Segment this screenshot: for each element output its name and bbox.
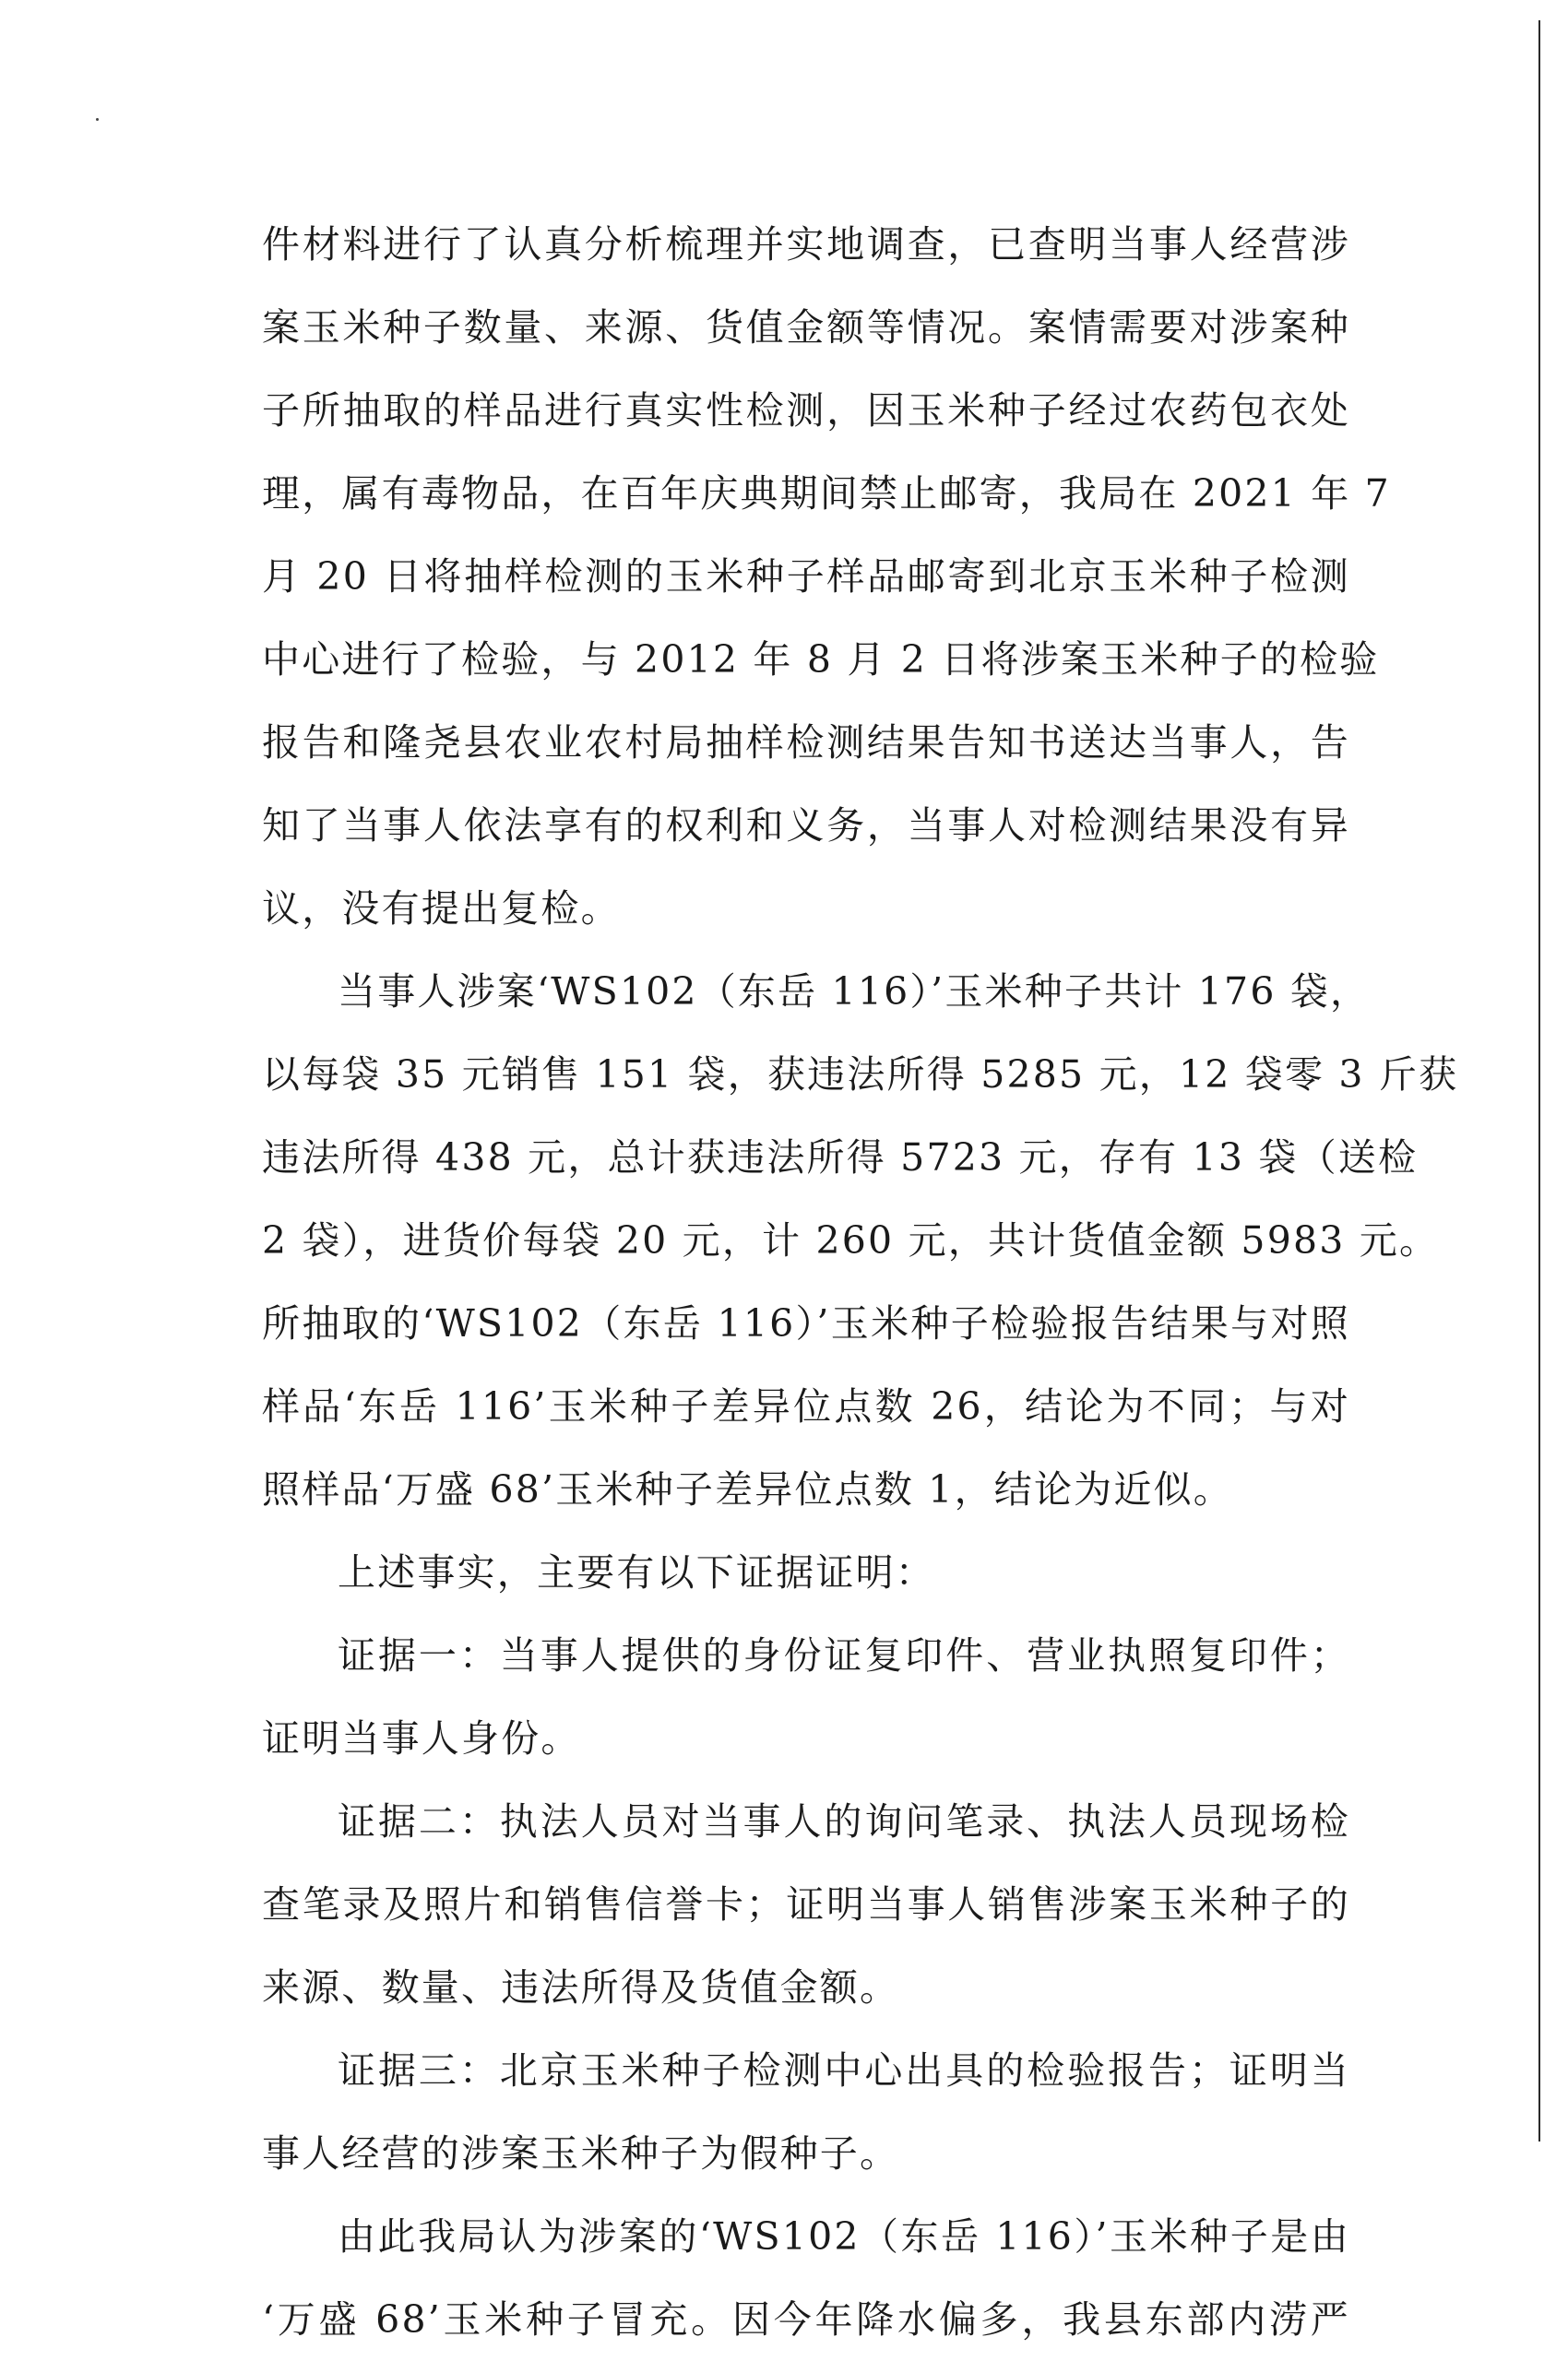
text-line: 当事人涉案‘WS102（东岳 116）’玉米种子共计 176 袋，	[338, 969, 1371, 1014]
text-line: 查笔录及照片和销售信誉卡；证明当事人销售涉案玉米种子的	[262, 1882, 1350, 1927]
text-line: 证据二：执法人员对当事人的询问笔录、执法人员现场检	[338, 1799, 1350, 1844]
paragraph	[262, 1531, 1350, 1614]
text-line: 案玉米种子数量、来源、货值金额等情况。案情需要对涉案种	[262, 305, 1350, 350]
text-line: 以每袋 35 元销售 151 袋，获违法所得 5285 元，12 袋零 3 斤获	[262, 1052, 1459, 1097]
paragraph	[262, 1614, 1350, 1780]
text-line: 证据三：北京玉米种子检测中心出具的检验报告；证明当	[338, 2048, 1350, 2093]
text-line: 所抽取的‘WS102（东岳 116）’玉米种子检验报告结果与对照	[262, 1301, 1350, 1346]
text-line: 件材料进行了认真分析梳理并实地调查，已查明当事人经营涉	[262, 222, 1350, 267]
text-line: 2 袋），进货价每袋 20 元，计 260 元，共计货值金额 5983 元。	[262, 1218, 1440, 1263]
text-line: ‘万盛 68’玉米种子冒充。因今年降水偏多，我县东部内涝严	[262, 2297, 1350, 2342]
text-line: 理，属有毒物品，在百年庆典期间禁止邮寄，我局在 2021 年 7	[262, 471, 1391, 516]
text-line: 违法所得 438 元，总计获违法所得 5723 元，存有 13 袋（送检	[262, 1135, 1419, 1180]
text-line: 照样品‘万盛 68’玉米种子差异位点数 1，结论为近似。	[262, 1467, 1233, 1512]
text-line: 证据一：当事人提供的身份证复印件、营业执照复印件；	[338, 1633, 1350, 1678]
text-line: 月 20 日将抽样检测的玉米种子样品邮寄到北京玉米种子检测	[262, 554, 1350, 599]
text-line: 由此我局认为涉案的‘WS102（东岳 116）’玉米种子是由	[338, 2214, 1350, 2259]
text-line: 上述事实，主要有以下证据证明：	[338, 1550, 935, 1595]
text-line: 报告和隆尧县农业农村局抽样检测结果告知书送达当事人，告	[262, 720, 1350, 765]
text-line: 事人经营的涉案玉米种子为假种子。	[262, 2131, 900, 2176]
paragraph	[262, 2029, 1350, 2195]
scan-speck	[96, 118, 99, 121]
text-line: 样品‘东岳 116’玉米种子差异位点数 26，结论为不同；与对	[262, 1384, 1350, 1429]
paragraph	[262, 950, 1459, 1531]
text-line: 知了当事人依法享有的权利和义务，当事人对检测结果没有异	[262, 803, 1350, 848]
text-line: 来源、数量、违法所得及货值金额。	[262, 1965, 900, 2010]
document-body	[262, 203, 1459, 2361]
text-line: 议，没有提出复检。	[262, 886, 621, 931]
paragraph	[262, 203, 1391, 950]
text-line: 证明当事人身份。	[262, 1716, 581, 1761]
scan-edge-line	[1538, 20, 1540, 2142]
paragraph	[262, 2195, 1350, 2361]
text-line: 中心进行了检验，与 2012 年 8 月 2 日将涉案玉米种子的检验	[262, 637, 1380, 682]
paragraph	[262, 1780, 1350, 2029]
text-line: 子所抽取的样品进行真实性检测，因玉米种子经过农药包衣处	[262, 388, 1350, 433]
